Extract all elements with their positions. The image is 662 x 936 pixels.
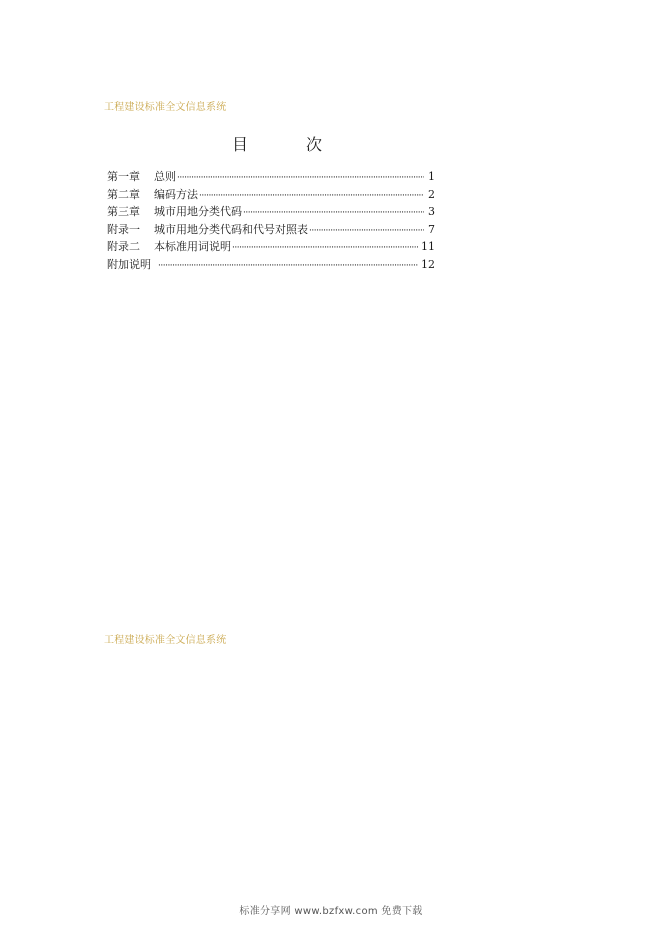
toc-entry-number: 附加说明: [107, 257, 151, 271]
toc-entry-chapter-3[interactable]: [107, 203, 435, 221]
header-watermark-bottom: 工程建设标准全文信息系统: [104, 635, 227, 646]
toc-entry-title: 总则: [154, 170, 176, 183]
toc-entry-appendix-1[interactable]: [107, 221, 435, 239]
toc-entry-page: 1: [428, 170, 435, 183]
toc-entry-number: 附录一: [107, 222, 140, 236]
toc-dot-leader: [177, 173, 424, 183]
toc-entry-number: 第一章: [107, 170, 140, 183]
toc-entry-number: 第二章: [107, 187, 140, 201]
toc-dot-leader: [158, 261, 418, 271]
toc-entry-title: 城市用地分类代码: [154, 205, 242, 218]
toc-entry-page: 7: [428, 222, 435, 236]
toc-entry-page: 12: [421, 257, 435, 271]
toc-entry-page: 11: [421, 240, 435, 253]
toc-entry-number: 附录二: [107, 240, 140, 253]
toc-dot-leader: [199, 191, 424, 201]
toc-entry-appendix-2[interactable]: [107, 238, 435, 256]
toc-entry-page: 2: [428, 187, 435, 201]
toc-entry-page: 3: [428, 205, 435, 218]
toc-title-char-2: 次: [305, 135, 322, 154]
toc-entry-title: 编码方法: [154, 187, 198, 201]
footer-download-note: 标准分享网 www.bzfxw.com 免费下载: [239, 906, 423, 917]
toc-entry-number: 第三章: [107, 205, 140, 218]
header-watermark-top: 工程建设标准全文信息系统: [104, 102, 227, 113]
toc-entry-chapter-2[interactable]: [107, 186, 435, 204]
toc-dot-leader: [232, 243, 418, 253]
toc-dot-leader: [309, 226, 424, 236]
toc-entry-additional-note[interactable]: [107, 256, 435, 274]
toc-title: [232, 132, 322, 155]
table-of-contents: [107, 168, 435, 273]
toc-dot-leader: [243, 208, 424, 218]
toc-entry-title: 城市用地分类代码和代号对照表: [154, 222, 308, 236]
toc-title-char-1: 目: [232, 135, 249, 154]
toc-entry-title: 本标准用词说明: [154, 240, 231, 253]
toc-entry-chapter-1[interactable]: [107, 168, 435, 186]
